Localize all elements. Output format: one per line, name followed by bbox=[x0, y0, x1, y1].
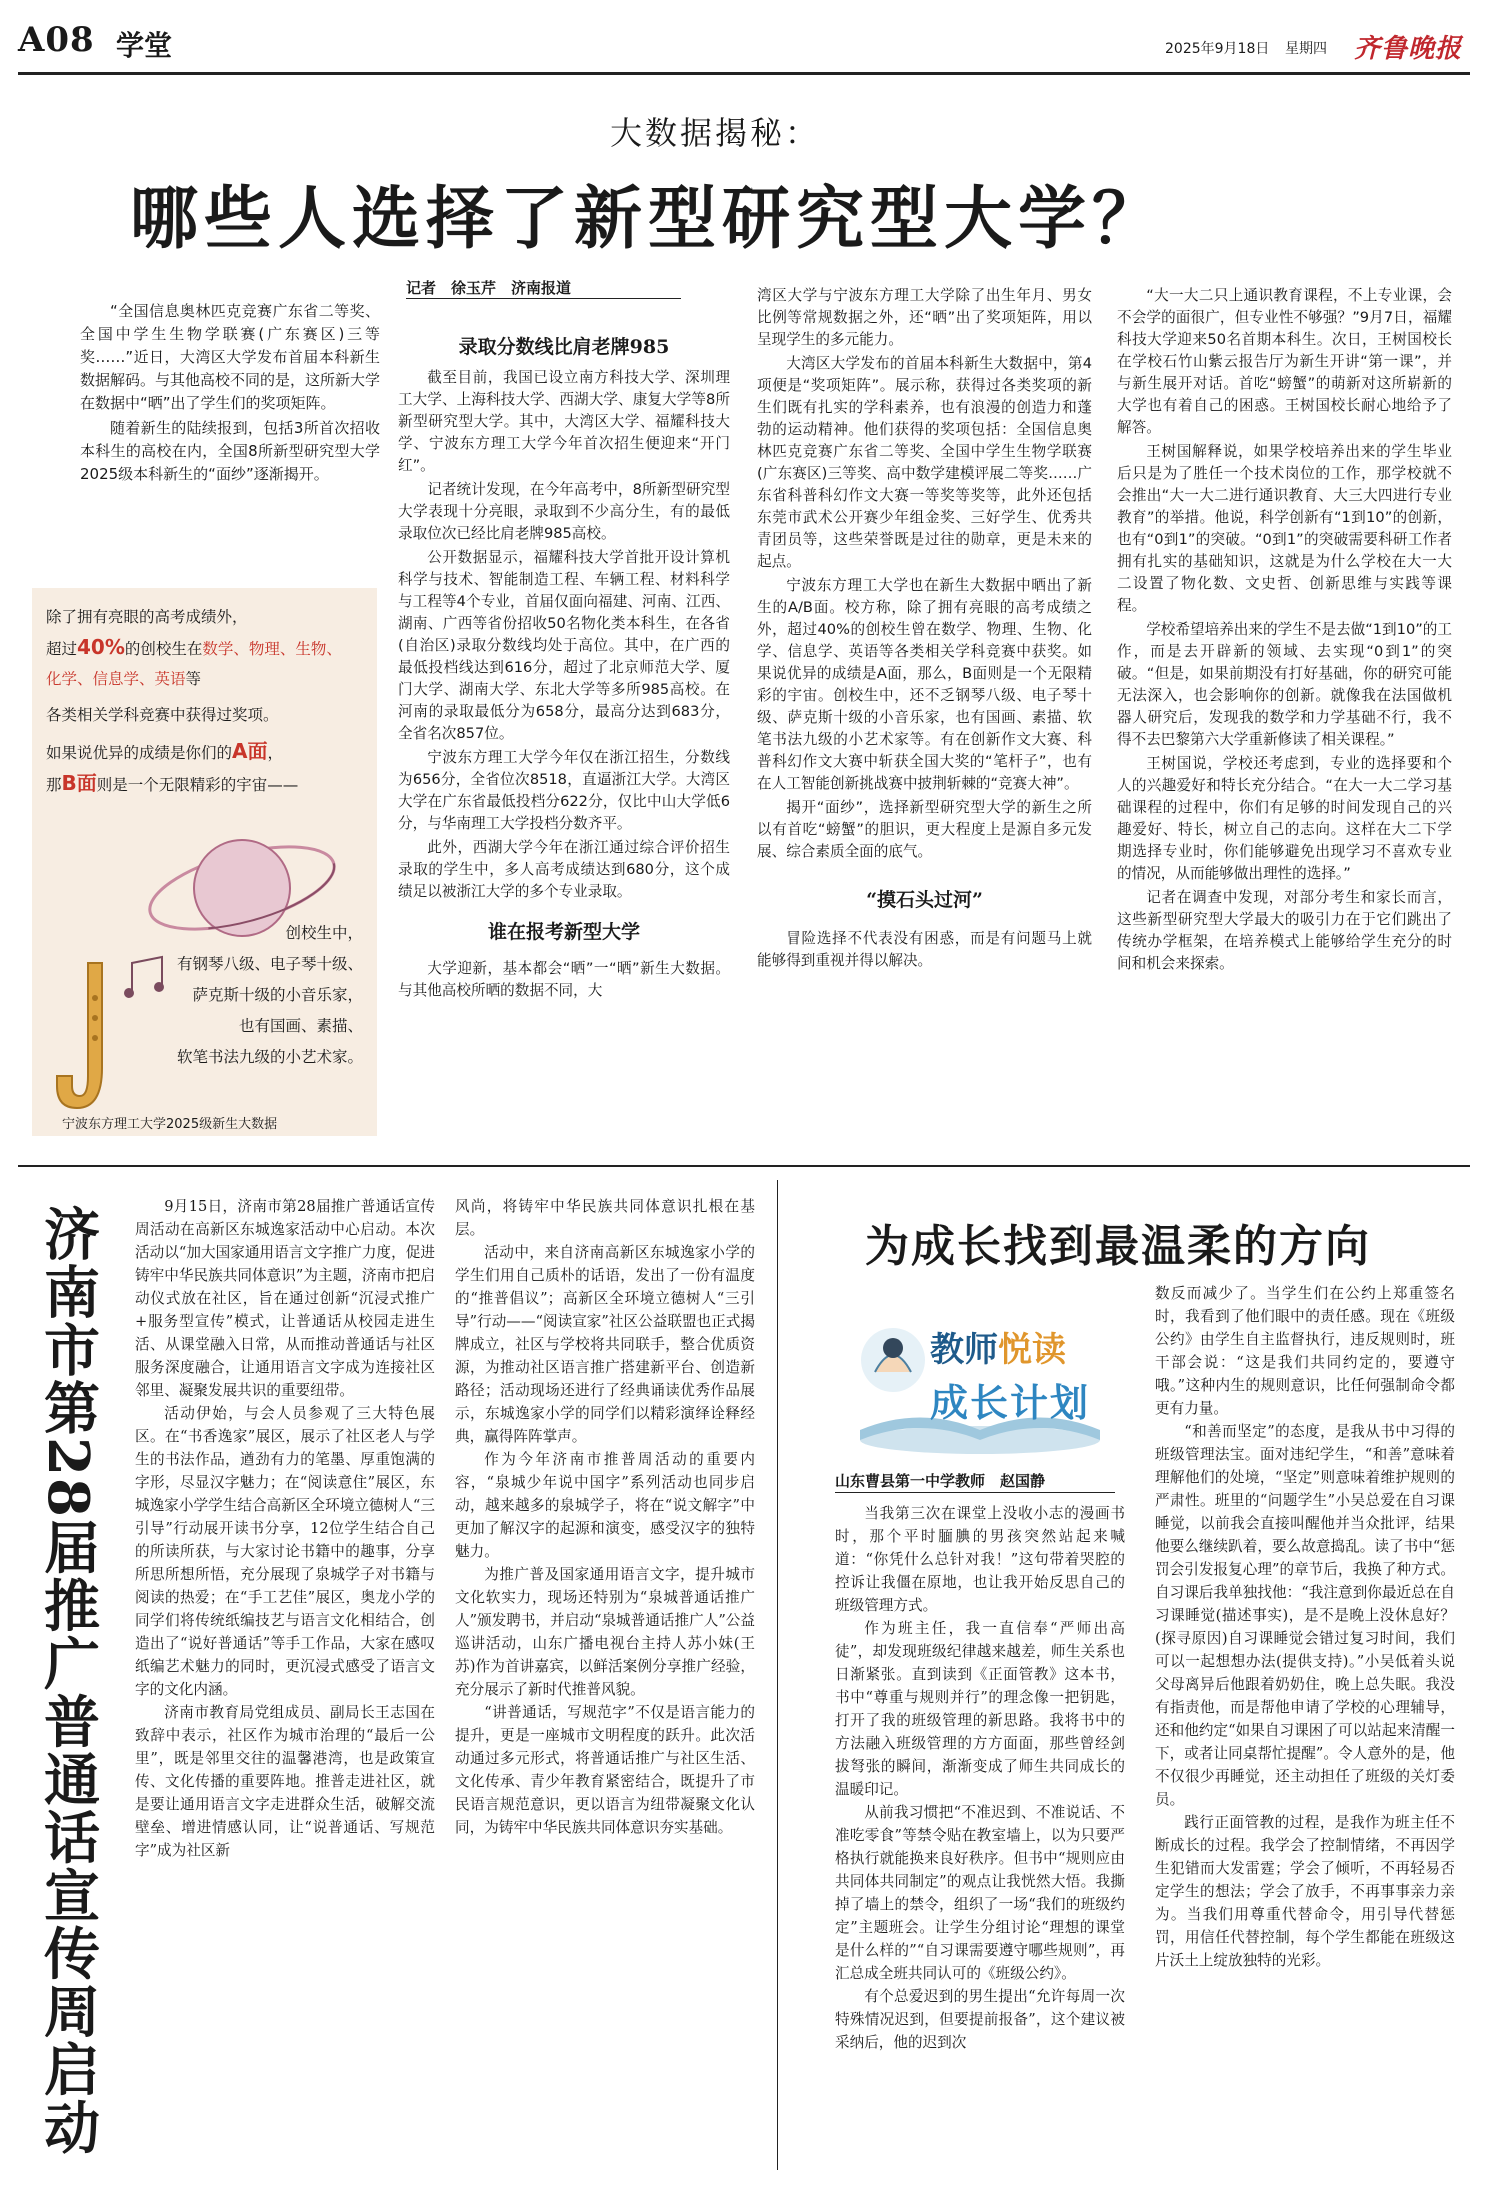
infographic-panel bbox=[32, 588, 377, 1136]
article2-column-2 bbox=[455, 1195, 755, 2170]
paragraph: 从前我习惯把“不准迟到、不准说话、不准吃零食”等禁令贴在教室墙上，以为只要严格执行就能换来良好秩序。但书中“规则应由共同体共同制定”的观点让我恍然大悟。我撕掉了墙上的禁令，组织了一场“我们的班级约定”主题班会。让学生分组讨论“理想的课堂是什么样的”“自习课需要遵守哪些规则”，再汇总成全班共同认可的《班级公约》。 bbox=[835, 1804, 1125, 1982]
paragraph: 冒险选择不代表没有困惑，而是有问题马上就能够得到重视并得以解决。 bbox=[757, 930, 1092, 969]
infographic-text: 则是一个无限精彩的宇宙—— bbox=[96, 776, 299, 794]
infographic-line bbox=[46, 632, 366, 664]
paragraph: 作为今年济南市推普周活动的重要内容，“泉城少年说中国字”系列活动也同步启动，越来越多的泉城学子，将在“说文解字”中更加了解汉字的起源和演变，感受汉字的独特魅力。 bbox=[455, 1451, 755, 1560]
infographic-highlight: B面 bbox=[61, 771, 97, 795]
infographic-highlight: 数学、物理、生物、 bbox=[202, 640, 342, 658]
page-label: A08 bbox=[18, 20, 95, 60]
logo-text: 悦读 bbox=[998, 1330, 1066, 1370]
paragraph: 截至目前，我国已设立南方科技大学、深圳理工大学、上海科技大学、西湖大学、康复大学等8所新型研究型大学。其中，大湾区大学、福耀科技大学、宁波东方理工大学今年首次招生便迎来“开门红”。 bbox=[398, 369, 730, 474]
subheading: 录取分数线比肩老牌985 bbox=[458, 336, 670, 358]
infographic-text: 如果说优异的成绩是你们的 bbox=[46, 744, 233, 762]
article3-column-2 bbox=[1155, 1282, 1455, 2170]
paragraph: 宁波东方理工大学也在新生大数据中晒出了新生的A/B面。校方称，除了拥有亮眼的高考成绩之外，超过40%的创校生曾在数学、物理、生物、化学、信息学、英语等各类相关学科竞赛中获奖。如果说优异的成绩是A面，那么，B面则是一个无限精彩的宇宙。创校生中，还不乏钢琴八级、电子琴十级、萨克斯十级的小音乐家，也有国画、素描、软笔书法九级的小艺术家等。有在创新作文大赛、科普科幻作文大赛中斩获全国大奖的“笔杆子”，也有在人工智能创新挑战赛中披荆斩棘的“竞赛大神”。 bbox=[757, 577, 1092, 792]
infographic-line: 萨克斯十级的小音乐家， bbox=[192, 986, 363, 1004]
issue-date: 2025年9月18日 bbox=[1165, 41, 1270, 57]
paragraph: 湾区大学与宁波东方理工大学除了出生年月、男女比例等常规数据之外，还“晒”出了奖项矩阵，用以呈现学生的多元能力。 bbox=[757, 287, 1092, 348]
article3-column-1 bbox=[835, 1502, 1125, 2170]
paragraph: 大湾区大学发布的首届本科新生大数据中，第4项便是“奖项矩阵”。展示称，获得过各类奖项的新生们既有扎实的学科素养，也有浪漫的创造力和蓬勃的运动精神。他们获得的奖项包括：全国信息奥林匹克竞赛广东省二等奖、全国中学生生物学联赛(广东赛区)三等奖、高中数学建模评展二等奖……广东省科普科幻作文大赛一等奖等奖等，此外还包括东莞市武术公开赛少年组金奖、三好学生、优秀共青团员等，这些荣誉既是过往的勋章，更是未来的起点。 bbox=[757, 355, 1092, 570]
paragraph: 王树国说，学校还考虑到，专业的选择要和个人的兴趣爱好和特长充分结合。“在大一大二学习基础课程的过程中，你们有足够的时间发现自己的兴趣爱好、特长，树立自己的志向。这样在大二下学期选择专业时，你们能够避免出现学习不喜欢专业的情况，从而能够做出理性的选择。” bbox=[1117, 755, 1452, 882]
infographic-line: 创校生中， bbox=[285, 924, 363, 942]
paragraph: 此外，西湖大学今年在浙江通过综合评价招生录取的学生中，多人高考成绩达到680分，这个成绩足以被浙江大学的多个专业录取。 bbox=[398, 839, 730, 900]
article1-byline: 记者 徐玉芹 济南报道 bbox=[406, 279, 572, 297]
infographic-highlight: A面 bbox=[232, 739, 268, 763]
lead-paragraph: “全国信息奥林匹克竞赛广东省二等奖、全国中学生生物学联赛(广东赛区)三等奖……”近日，大湾区大学发布首届本科新生数据解码。与其他高校不同的是，这所新大学在数据中“晒”出了学生们的奖项矩阵。 bbox=[80, 302, 380, 412]
paragraph: “大一大二只上通识教育课程，不上专业课，会不会学的面很广，但专业性不够强？”9月7日，福耀科技大学迎来50名首期本科生。次日，王树国校长在学校石竹山紫云报告厅为新生开讲“第一课”，并与新生展开对话。首吃“螃蟹”的萌新对这所崭新的大学也有着自己的困惑。王树国校长耐心地给予了解答。 bbox=[1117, 287, 1452, 436]
subheading: 谁在报考新型大学 bbox=[487, 921, 640, 943]
section-name: 学堂 bbox=[116, 29, 173, 62]
issue-weekday: 星期四 bbox=[1285, 41, 1327, 57]
article2-column-1 bbox=[135, 1195, 435, 2170]
article1-column-1 bbox=[398, 332, 730, 1157]
infographic-text: 的创校生在 bbox=[124, 640, 203, 658]
infographic-line bbox=[46, 664, 366, 694]
infographic-line: 各类相关学科竞赛中获得过奖项。 bbox=[46, 706, 279, 724]
paragraph: 大学迎新，基本都会“晒”一“晒”新生大数据。与其他高校所晒的数据不同，大 bbox=[398, 960, 730, 999]
paragraph: 活动中，来自济南高新区东城逸家小学的学生们用自己质朴的话语，发出了一份有温度的“推普倡议”；高新区全环境立德树人“三引导”行动——“阅读宣家”社区公益联盟也正式揭牌成立，社区与学校将共同联手，整合优质资源，为推动社区语言推广搭建新平台、创造新路径；活动现场还进行了经典诵读优秀作品展示，东城逸家小学的同学们以精彩演绎诠释经典，赢得阵阵掌声。 bbox=[455, 1244, 755, 1445]
article1-headline: 哪些人选择了新型研究型大学？ bbox=[130, 179, 1167, 259]
paragraph: 践行正面管教的过程，是我作为班主任不断成长的过程。我学会了控制情绪，不再因学生犯错而大发雷霆；学会了倾听，不再轻易否定学生的想法；学会了放手，不再事事亲力亲为。当我们用尊重代替命令，用引导代替惩罚，用信任代替控制，每个学生都能在班级这片沃土上绽放独特的光彩。 bbox=[1155, 1814, 1455, 1969]
infographic-text: 那 bbox=[46, 776, 62, 794]
article2-headline: 济南市第28届推广普通话宣传周启动 bbox=[35, 1205, 101, 2157]
paragraph: 数反而减少了。当学生们在公约上郑重签名时，我看到了他们眼中的责任感。现在《班级公约》由学生自主监督执行，违反规则时，班干部会说：“这是我们共同约定的，要遵守哦。”这种内生的规则意识，比任何强制命令都更有力量。 bbox=[1155, 1285, 1455, 1417]
infographic-line: 除了拥有亮眼的高考成绩外， bbox=[46, 608, 248, 626]
subheading: “摸石头过河” bbox=[866, 889, 983, 911]
paragraph: 宁波东方理工大学今年仅在浙江招生，分数线为656分，全省位次8518，直逼浙江大学。大湾区大学在广东省最低投档分622分，仅比中山大学低6分，与华南理工大学投档分数齐平。 bbox=[398, 749, 730, 832]
paragraph: 学校希望培养出来的学生不是去做“1到10”的工作，而是去开辟新的领域、去实现“0到1”的突破。“但是，如果前期没有打好基础，你的研究可能无法深入，也会影响你的创新。就像我在法国做机器人研究后，发现我的数学和力学基础不行，我不得不去巴黎第六大学重新修读了相关课程。” bbox=[1117, 621, 1452, 748]
infographic-line bbox=[46, 768, 366, 800]
article2-title-box bbox=[28, 1205, 118, 2165]
article1-column-2 bbox=[757, 285, 1092, 1157]
section-divider bbox=[18, 1165, 1470, 1167]
paragraph: 揭开“面纱”，选择新型研究型大学的新生之所以有首吃“螃蟹”的胆识，更大程度上是源自多元发展、综合素质全面的底气。 bbox=[757, 799, 1092, 860]
infographic-highlight: 化学、信息学、英语 bbox=[46, 670, 186, 688]
article1-kicker: 大数据揭秘： bbox=[610, 114, 821, 152]
paragraph: 风尚，将铸牢中华民族共同体意识扎根在基层。 bbox=[455, 1198, 755, 1238]
header-rule bbox=[18, 72, 1470, 75]
article3-headline: 为成长找到最温柔的方向 bbox=[865, 1221, 1371, 1272]
article1-column-3 bbox=[1117, 285, 1452, 1157]
column-divider bbox=[777, 1180, 778, 2170]
infographic-highlight: 40% bbox=[77, 635, 125, 659]
reading-program-logo bbox=[835, 1290, 1125, 1465]
infographic-text: 超过 bbox=[46, 640, 78, 658]
infographic-line: 软笔书法九级的小艺术家。 bbox=[176, 1048, 363, 1066]
infographic-caption: 宁波东方理工大学2025级新生大数据 bbox=[62, 1117, 278, 1132]
byline-rule bbox=[406, 298, 681, 299]
saxophone-illustration bbox=[42, 958, 132, 1128]
paragraph: 为推广普及国家通用语言文字，提升城市文化软实力，现场还特别为“泉城普通话推广人”颁发聘书，并启动“泉城普通话推广人”公益巡讲活动，山东广播电视台主持人苏小妹(王苏)作为首讲嘉宾，以鲜活案例分享推广经验，充分展示了新时代推普风貌。 bbox=[455, 1566, 755, 1698]
infographic-line: 也有国画、素描、 bbox=[238, 1017, 363, 1035]
paragraph: 记者在调查中发现，对部分考生和家长而言，这些新型研究型大学最大的吸引力在于它们跳出了传统办学框架，在培养模式上能够给学生充分的时间和机会来探索。 bbox=[1117, 889, 1452, 972]
newspaper-logo: 齐鲁晚报 bbox=[1354, 34, 1463, 64]
paragraph: 公开数据显示，福耀科技大学首批开设计算机科学与技术、智能制造工程、车辆工程、材料科学与工程等4个专业，首届仅面向福建、河南、江西、湖南、广西等省份招收50名物化类本科生，在各省(自治区)录取分数线均处于高位。其中，在广西的最低投档线达到616分，超过了北京师范大学、厦门大学、湖南大学、东北大学等多所985高校。在河南的录取最低分为658分，最高分达到683分，全省名次857位。 bbox=[398, 549, 730, 742]
byline-rule bbox=[835, 1492, 1115, 1493]
infographic-text: 等 bbox=[185, 670, 202, 688]
paragraph: 记者统计发现，在今年高考中，8所新型研究型大学表现十分亮眼，录取到不少高分生，有的最低录取位次已经比肩老牌985高校。 bbox=[398, 481, 730, 542]
paragraph: “和善而坚定”的态度，是我从书中习得的班级管理法宝。面对违纪学生，“和善”意味着理解他们的处境，“坚定”则意味着维护规则的严肃性。班里的“问题学生”小吴总爱在自习课睡觉，以前我会直接叫醒他并当众批评，结果他要么继续趴着，要么故意捣乱。读了书中“惩罚会引发报复心理”的章节后，我换了种方式。自习课后我单独找他：“我注意到你最近总在自习课睡觉(描述事实)，是不是晚上没休息好？(探寻原因)自习课睡觉会错过复习时间，我们可以一起想想办法(提供支持)。”小吴低着头说父母离异后他跟着奶奶住，晚上总失眠。我没有指责他，而是帮他申请了学校的心理辅导，还和他约定“如果自习课困了可以站起来清醒一下，或者让同桌帮忙提醒”。令人意外的是，他不仅很少再睡觉，还主动担任了班级的关灯委员。 bbox=[1155, 1423, 1455, 1808]
logo-text: 教师 bbox=[930, 1330, 998, 1370]
paragraph: 有个总爱迟到的男生提出“允许每周一次特殊情况迟到，但要提前报备”，这个建议被采纳后，他的迟到次 bbox=[835, 1988, 1125, 2051]
article1-lead bbox=[80, 300, 380, 580]
paragraph: 9月15日，济南市第28届推广普通话宣传周活动在高新区东城逸家活动中心启动。本次活动以“加大国家通用语言文字推广力度，促进铸牢中华民族共同体意识”为主题，济南市把启动仪式放在社区，旨在通过创新“沉浸式推广+服务型宣传”模式，让普通话从校园走进生活、从课堂融入日常，从而推动普通话与社区服务深度融合，让通用语言文字成为连接社区邻里、凝聚发展共识的重要纽带。 bbox=[135, 1198, 435, 1399]
infographic-line bbox=[46, 736, 366, 768]
infographic-text: ， bbox=[267, 744, 284, 762]
article3-byline: 山东曹县第一中学教师 赵国静 bbox=[835, 1472, 1046, 1490]
lead-paragraph: 随着新生的陆续报到，包括3所首次招收本科生的高校在内，全国8所新型研究型大学2025级本科新生的“面纱”逐渐揭开。 bbox=[80, 419, 380, 483]
infographic-line: 有钢琴八级、电子琴十级、 bbox=[176, 955, 363, 973]
paragraph: 当我第三次在课堂上没收小志的漫画书时，那个平时腼腆的男孩突然站起来喊道：“你凭什么总针对我！”这句带着哭腔的控诉让我僵在原地，也让我开始反思自己的班级管理方式。 bbox=[835, 1505, 1125, 1614]
paragraph: 活动伊始，与会人员参观了三大特色展区。在“书香逸家”展区，展示了社区老人与学生的书法作品，遒劲有力的笔墨、厚重饱满的字形，尽显汉字魅力；在“阅读意住”展区，东城逸家小学学生结合高新区全环境立德树人“三引导”行动展开读书分享，12位学生结合自己的所读所获，与大家讨论书籍中的趣事，分享所思所想所悟，充分展现了泉城学子对书籍与阅读的热爱；在“手工艺佳”展区，奥龙小学的同学们将传统纸编技艺与语言文化相结合，创造出了“说好普通话”等手工作品，大家在感叹纸编艺术魅力的同时，更沉浸式感受了语言文字的文化内涵。 bbox=[135, 1405, 435, 1698]
logo-text: 成长计划 bbox=[930, 1381, 1091, 1425]
paragraph: “讲普通话，写规范字”不仅是语言能力的提升，更是一座城市文明程度的跃升。此次活动通过多元形式，将普通话推广与社区生活、文化传承、青少年教育紧密结合，既提升了市民语言规范意识，更以语言为纽带凝聚文化认同，为铸牢中华民族共同体意识夯实基础。 bbox=[455, 1704, 755, 1836]
paragraph: 济南市教育局党组成员、副局长王志国在致辞中表示，社区作为城市治理的“最后一公里”，既是邻里交往的温馨港湾，也是政策宣传、文化传播的重要阵地。推普走进社区，就是要让通用语言文字走进群众生活，破解交流壁垒、增进情感认同，让“说普通话、写规范字”成为社区新 bbox=[135, 1704, 435, 1859]
paragraph: 作为班主任，我一直信奉“严师出高徒”，却发现班级纪律越来越差，师生关系也日渐紧张。直到读到《正面管教》这本书，书中“尊重与规则并行”的理念像一把钥匙，打开了我的班级管理的新思路。我将书中的方法融入班级管理的方方面面，那些曾经剑拔弩张的瞬间，渐渐变成了师生共同成长的温暖印记。 bbox=[835, 1620, 1125, 1798]
paragraph: 王树国解释说，如果学校培养出来的学生毕业后只是为了胜任一个技术岗位的工作，那学校就不会推出“大一大二进行通识教育、大三大四进行专业教育”的举措。他说，科学创新有“1到10”的创新，也有“0到1”的突破。“0到1”的突破需要科研工作者拥有扎实的基础知识，这就是为什么学校在大一大二设置了物化数、文史哲、创新思维与实践等课程。 bbox=[1117, 443, 1452, 614]
